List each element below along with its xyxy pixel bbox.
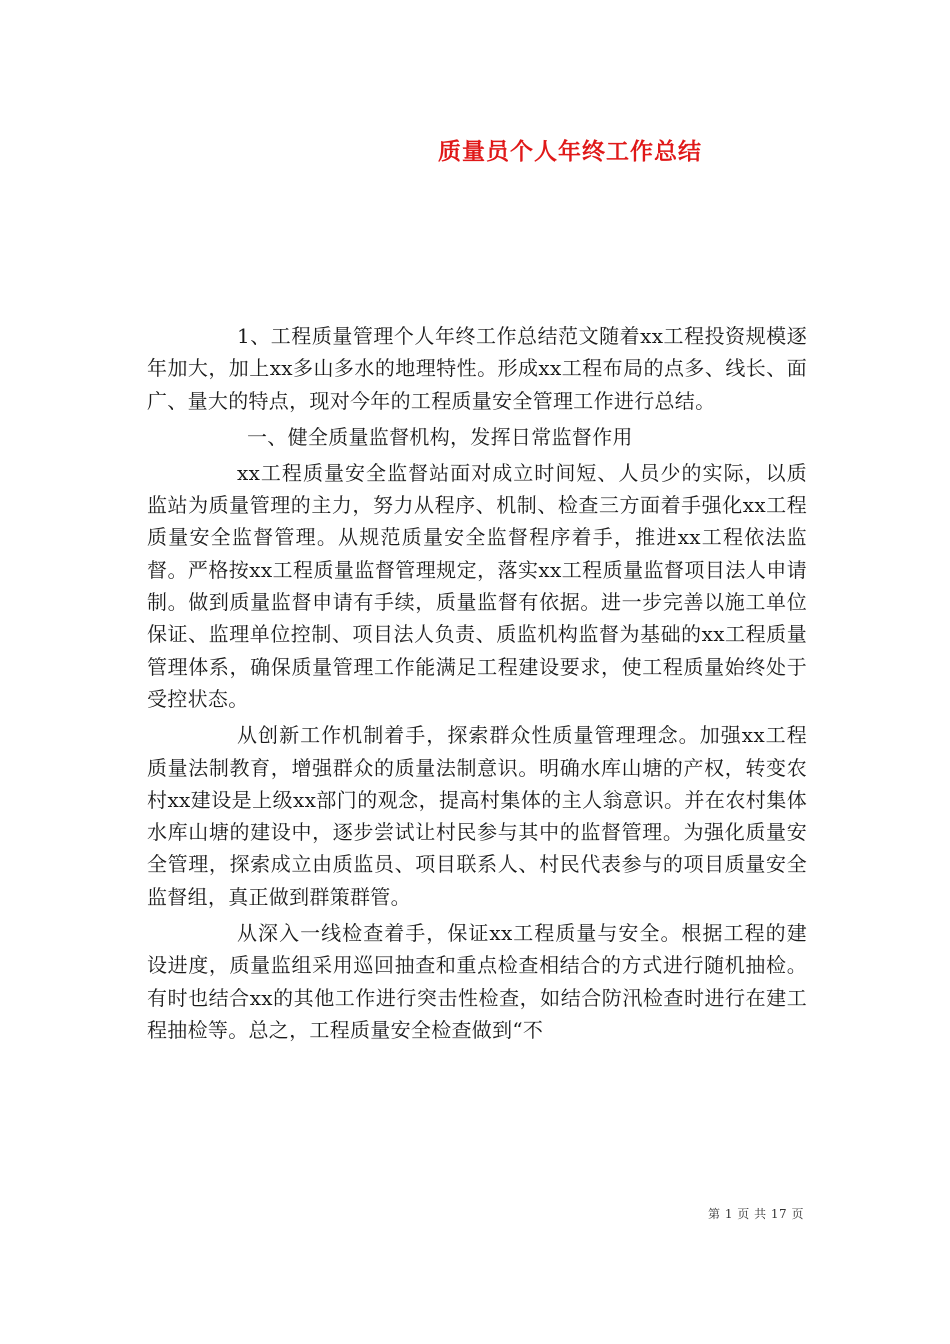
paragraph-supervision: xx工程质量安全监督站面对成立时间短、人员少的实际，以质监站为质量管理的主力，努力从程序、机制、检查三方面着手强化xx工程质量安全监督管理。从规范质量安全监督程序着手，推进xx工程依法监督。严格按xx工程质量监督管理规定，落实xx工程质量监督项目法人申请制。做到质量监督申请有手续，质量监督有依据。进一步完善以施工单位保证、监理单位控制、项目法人负责、质监机构监督为基础的xx工程质量管理体系，确保质量管理工作能满足工程建设要求，使工程质量始终处于受控状态。 <box>147 460 807 711</box>
document-title: 质量员个人年终工作总结 <box>438 138 702 165</box>
paragraph-innovation: 从创新工作机制着手，探索群众性质量管理理念。加强xx工程质量法制教育，增强群众的质量法制意识。明确水库山塘的产权，转变农村xx建设是上级xx部门的观念，提高村集体的主人翁意识。并在农村集体水库山塘的建设中，逐步尝试让村民参与其中的监督管理。为强化质量安全管理，探索成立由质监员、项目联系人、村民代表参与的项目质量安全监督组，真正做到群策群管。 <box>147 723 807 909</box>
page-number-footer: 第 1 页 共 17 页 <box>708 1207 804 1221</box>
document-body <box>147 320 807 1046</box>
paragraph-intro: 1、工程质量管理个人年终工作总结范文随着xx工程投资规模逐年加大，加上xx多山多水的地理特性。形成xx工程布局的点多、线长、面广、量大的特点，现对今年的工程质量安全管理工作进行总结。 <box>147 324 807 413</box>
section-heading: 一、健全质量监督机构，发挥日常监督作用 <box>247 424 633 449</box>
paragraph-inspection: 从深入一线检查着手，保证xx工程质量与安全。根据工程的建设进度，质量监组采用巡回抽查和重点检查相结合的方式进行随机抽检。有时也结合xx的其他工作进行突击性检查，如结合防汛检查时进行在建工程抽检等。总之，工程质量安全检查做到“不 <box>147 921 807 1042</box>
